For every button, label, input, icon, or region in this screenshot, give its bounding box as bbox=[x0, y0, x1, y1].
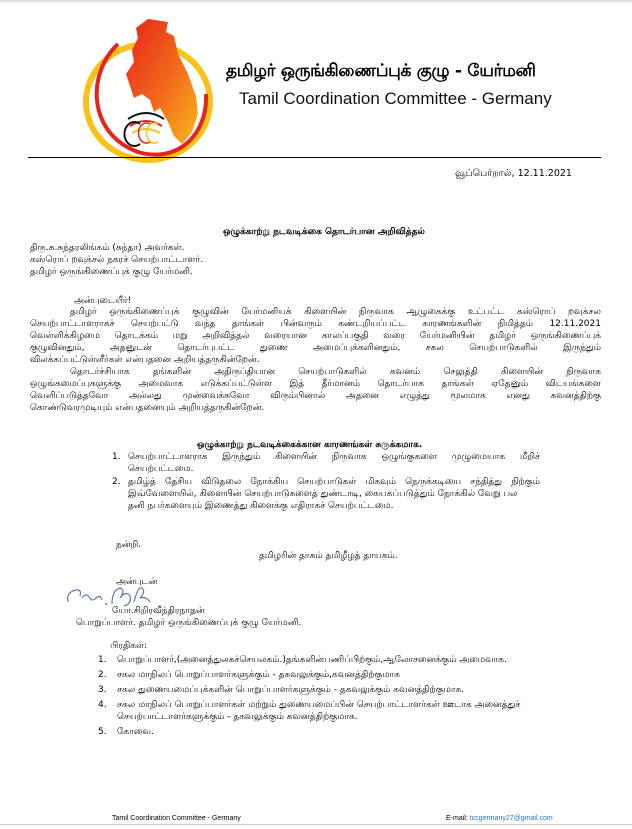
paragraph-line: ஒழுங்கமைப்புகளுக்கு அமைவாக எடுக்கப்பட்டுள்ள இத் தீர்மானம் தொடர்பாக தாங்கள் ஏதேனும் விடயங்களை bbox=[30, 379, 601, 389]
paragraph-line: கொண்டுவரமுடியும் என்பதனையும் அறியத்தருகின்றேன். bbox=[30, 403, 265, 413]
copy-number: 3. bbox=[98, 685, 107, 695]
footer-email-label: E-mail: bbox=[446, 815, 470, 822]
copy-number: 2. bbox=[98, 670, 107, 680]
closing: அன்புடன் bbox=[116, 577, 158, 587]
addressee-line: கஸ்ரொப் றவுக்சல் நகரச் செயற்பாட்டாளர். bbox=[30, 255, 204, 265]
copy-line: சகல மாநிலப் பொறுப்பாளர்கள் மற்றும் துணையமைப்பின் செயற்பாட்டாளர்கள் ஊடாக அனைத்துச் bbox=[117, 700, 521, 710]
reason-number: 1. bbox=[112, 452, 121, 462]
salutation: அன்புடையீர்! bbox=[74, 296, 132, 306]
copy-line: சகல துணையமைப்புக்களின் பொறுப்பாளர்களுக்கும் - தகவலுக்கும் கவனத்திற்குமாக. bbox=[117, 685, 465, 695]
copy-line: சகல மாநிலப் பொறுப்பாளர்களுக்கும் - தகவலுக்கும்,கவனத்திற்குமாக bbox=[117, 670, 401, 680]
paragraph-line: விலக்கப்பட்டுள்ளீர்கள் என்பதனை அறியத்தருகின்றேன். bbox=[30, 355, 260, 365]
signatory-title: பொறுப்பாளர். தமிழர் ஒருங்கிணைப்புக் குழு யேர்மனி. bbox=[76, 618, 302, 628]
reasons-heading: ஒழுக்காற்று நடவடிக்கைக்கான காரணங்கள் சுருக்கமாக. bbox=[197, 440, 423, 450]
reason-line: தமிழ்த் தேசிய விடுதலை நோக்கிய செயற்பாடுகள் மிகவும் நெருக்கடியை சந்தித்து நிற்கும் bbox=[128, 477, 540, 487]
copies-heading: பிரதிகள்: bbox=[110, 641, 148, 651]
paragraph-line: தமிழர் ஒருங்கிணைப்புக் குழுவின் யேர்மனியக் கிளையின் நிருவாக ஆழுகைக்கு உட்பட்ட கஸ்ரொப் றவுக்சல bbox=[70, 307, 601, 317]
paragraph-line: தொடர்ச்சியாக தங்களின் அதிருப்தியான செயற்பாடுகளில் கவனம் செலுத்தி கிளையின் நிருவாக bbox=[70, 367, 601, 377]
slogan: தமிழரின் தாகம் தமிழீழத் தாயகம். bbox=[259, 551, 398, 561]
addressee-line: தமிழர் ஒருங்கிணைப்புக் குழு யேர்மனி. bbox=[30, 267, 193, 277]
subject-heading: ஒழுக்காற்று நடவடிக்கை தொடர்பான அறிவித்தல் bbox=[223, 227, 425, 237]
organization-logo bbox=[78, 14, 220, 166]
reason-line: தனி நபர்களையும் இணைத்து கிளைக்கு எதிராகச் செயற்பட்டமை. bbox=[128, 501, 394, 511]
copy-number: 4. bbox=[98, 700, 107, 710]
date-line: வூப்பெர்றால், 12.11.2021 bbox=[455, 168, 572, 179]
footer-divider bbox=[0, 824, 632, 825]
viewer-top-shadow bbox=[0, 0, 632, 4]
paragraph-line: வெளிப்படுத்தவோ அல்லது முன்வைக்கவோ விரும்பினால் அதனை எழுத்து மூலமாக எனது கவனத்திற்கு bbox=[30, 391, 601, 401]
reason-line: செயற்பாட்டாளராக இருந்தும் கிளையின் நிருவாக ஒழுங்குகளை முழுமையாக மீறிச் bbox=[128, 452, 540, 462]
copy-line: செயற்பாட்டாளர்களுக்கும் - தகவலுக்கும் கவனத்திற்குமாக. bbox=[117, 712, 358, 722]
paragraph-line: வெள்ளிக்கிழமை தொடக்கம் மறு அறிவித்தல் வரையான காலப்பகுதி வரை யேர்மனியின் தமிழர் ஒருங்கிணைப்புக் bbox=[30, 331, 601, 341]
footer-organization: Tamil Coordination Committee - Germany bbox=[112, 815, 241, 822]
header-divider bbox=[28, 157, 601, 158]
reason-line: இவ்வேளையில், கிளையின் செயற்பாடுகளைத் துண்டாடி, கையகப்படுத்தும் நோக்கில் வேறு பல bbox=[128, 489, 518, 499]
copy-line: கோவை. bbox=[117, 727, 154, 737]
reason-number: 2. bbox=[112, 477, 121, 487]
copy-line: பொறுப்பாளர்,(அனைத்துலகச்செயலகம்.)தங்களின்பணிப்பிற்கும்,ஆலோசனைக்கும் அமைவாக. bbox=[117, 655, 507, 665]
thanks: நன்றி. bbox=[116, 540, 142, 550]
copy-number: 1. bbox=[98, 655, 107, 665]
footer-email bbox=[446, 815, 553, 822]
reason-line: செயற்பட்டமை. bbox=[128, 464, 194, 474]
paragraph-line: குழுவினதும், அதனுடன் தொடர்புபட்ட துணை அமைப்புக்களினதும், சகல செயற்பாடுகளில் இருந்தும் bbox=[30, 343, 601, 353]
footer-email-link[interactable]: tccgermany27@gmail.com bbox=[469, 815, 553, 822]
copy-number: 5. bbox=[98, 727, 107, 737]
signatory-name: யோ.சிறிரவீந்திரநாதன் bbox=[112, 606, 205, 616]
organization-name-english: Tamil Coordination Committee - Germany bbox=[239, 89, 552, 108]
organization-name-tamil: தமிழர் ஒருங்கிணைப்புக் குழு - யேர்மனி bbox=[226, 61, 536, 81]
paragraph-line: செயற்பாட்டாளராகச் செயற்பட்டு வந்த தாங்கள் பின்வரும் கண்டறியப்பட்ட காரணங்களின் நிமித்தம் 12.11.2021 bbox=[30, 319, 601, 329]
addressee-line: திரு.சு.சுந்தரலிங்கம் (சுந்தா) அவர்கள். bbox=[30, 243, 185, 253]
